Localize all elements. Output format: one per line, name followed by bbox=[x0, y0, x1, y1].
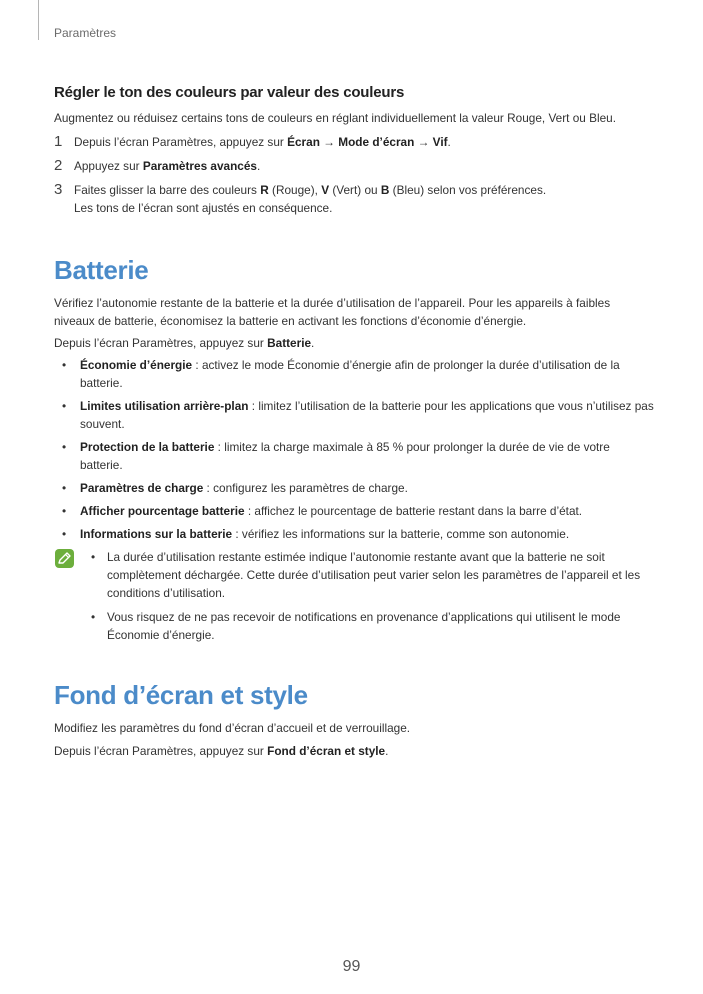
wallpaper-path: Depuis l’écran Paramètres, appuyez sur Fond d’écran et style. bbox=[54, 744, 389, 758]
header-divider bbox=[38, 0, 39, 40]
step-3-result: Les tons de l’écran sont ajustés en conséquence. bbox=[74, 201, 333, 215]
menu-path-batterie: Batterie bbox=[267, 336, 312, 350]
step-text: Depuis l’écran Paramètres, appuyez sur Écran → Mode d’écran → Vif. bbox=[74, 135, 451, 149]
list-item: • Paramètres de charge : configurez les paramètres de charge. bbox=[62, 481, 408, 495]
step-number: 1 bbox=[54, 133, 63, 150]
menu-path-ecran: Écran bbox=[287, 135, 320, 149]
menu-path-mode-ecran: Mode d’écran bbox=[338, 135, 415, 149]
battery-title: Batterie bbox=[54, 255, 149, 285]
wallpaper-intro: Modifiez les paramètres du fond d’écran d’accueil et de verrouillage. bbox=[54, 721, 411, 735]
list-item: • Protection de la batterie : limitez la charge maximale à 85 % pour prolonger la durée de vie de votre batterie. bbox=[62, 440, 610, 472]
note-pencil-icon bbox=[55, 549, 74, 568]
menu-path-vif: Vif bbox=[432, 135, 448, 149]
battery-options-list bbox=[54, 356, 654, 543]
page-number: 99 bbox=[342, 958, 361, 975]
step-number: 2 bbox=[54, 157, 63, 174]
color-r: R bbox=[260, 183, 269, 197]
step-3 bbox=[54, 181, 654, 217]
list-item: • Économie d’énergie : activez le mode Économie d’énergie afin de prolonger la durée d’utilisation de la batterie. bbox=[62, 358, 620, 390]
battery-note bbox=[54, 548, 654, 644]
note-item: • Vous risquez de ne pas recevoir de notifications en provenance d’applications qui utilisent le mode Économie d’énergie. bbox=[91, 610, 621, 642]
note-item: • La durée d’utilisation restante estimée indique l’autonomie restante avant que la batterie ne soit complètement déchargée. Cette durée d’utilisation peut varier selon les paramètres de l’appareil et les conditions d’utilisation. bbox=[91, 550, 641, 600]
step-text: Faites glisser la barre des couleurs R (Rouge), V (Vert) ou B (Bleu) selon vos préférences. Les tons de l’écran sont ajustés en conséquence. bbox=[74, 183, 547, 215]
list-item: • Limites utilisation arrière-plan : limitez l’utilisation de la batterie pour les applications que vous n’utilisez pas souvent. bbox=[62, 399, 654, 431]
battery-path: Depuis l’écran Paramètres, appuyez sur Batterie. bbox=[54, 336, 315, 350]
page-header: Paramètres bbox=[54, 26, 117, 40]
color-b: B bbox=[380, 183, 390, 197]
color-v: V bbox=[321, 183, 330, 197]
battery-intro: Vérifiez l’autonomie restante de la batterie et la durée d’utilisation de l’appareil. Pour les appareils à faibles niveaux de batterie, économisez la batterie en activant les fonctions d’économie d’énergie. bbox=[54, 296, 611, 328]
colors-subheading: Régler le ton des couleurs par valeur des couleurs bbox=[54, 84, 405, 101]
step-1 bbox=[54, 133, 654, 151]
menu-path-advanced: Paramètres avancés bbox=[142, 159, 257, 173]
step-number: 3 bbox=[54, 181, 63, 198]
menu-path-wallpaper: Fond d’écran et style bbox=[267, 744, 386, 758]
step-2 bbox=[54, 157, 654, 175]
page-content bbox=[54, 84, 654, 760]
colors-intro: Augmentez ou réduisez certains tons de couleurs en réglant individuellement la valeur Rouge, Vert ou Bleu. bbox=[54, 111, 616, 125]
note-list bbox=[54, 548, 654, 644]
list-item: • Informations sur la batterie : vérifiez les informations sur la batterie, comme son autonomie. bbox=[62, 527, 570, 541]
wallpaper-title: Fond d’écran et style bbox=[54, 680, 308, 710]
step-text: Appuyez sur Paramètres avancés. bbox=[74, 159, 261, 173]
list-item: • Afficher pourcentage batterie : affichez le pourcentage de batterie restant dans la barre d’état. bbox=[62, 504, 583, 518]
